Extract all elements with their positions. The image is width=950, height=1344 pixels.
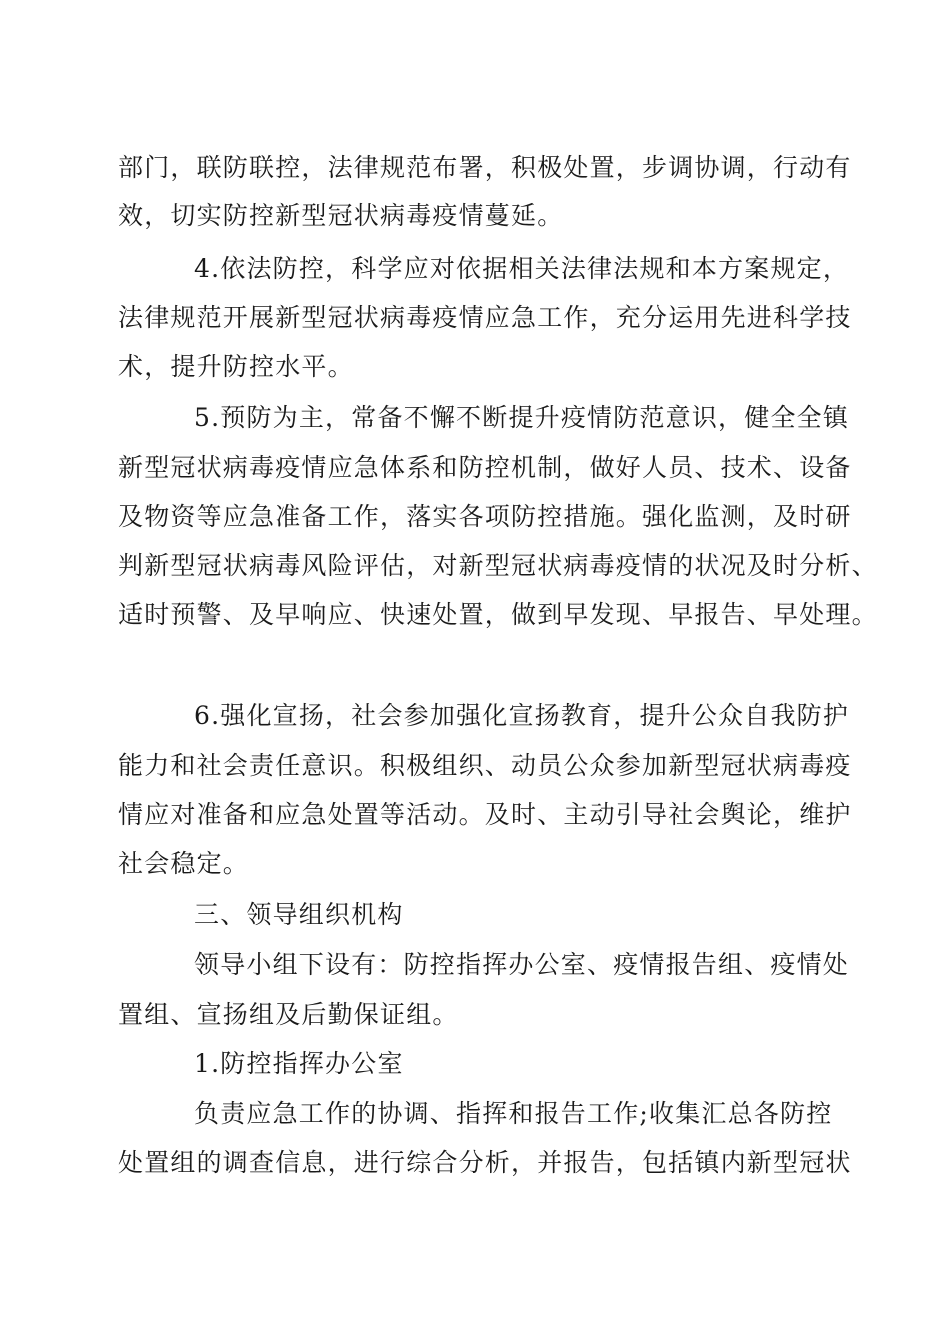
text-line: 领导小组下设有：防控指挥办公室、疫情报告组、疫情处 [194, 950, 850, 979]
text-line: 适时预警、及早响应、快速处置，做到早发现、早报告、早处理。 [118, 600, 878, 629]
text-line: 6.强化宣扬，社会参加强化宣扬教育，提升公众自我防护 [194, 701, 850, 730]
text-line: 判新型冠状病毒风险评估，对新型冠状病毒疫情的状况及时分析、 [118, 551, 878, 580]
text-line: 处置组的调查信息，进行综合分析，并报告，包括镇内新型冠状 [118, 1148, 852, 1177]
section-heading: 三、领导组织机构 [194, 900, 404, 929]
text-line: 负责应急工作的协调、指挥和报告工作;收集汇总各防控 [194, 1099, 833, 1128]
text-line: 社会稳定。 [118, 849, 250, 878]
text-line: 效，切实防控新型冠状病毒疫情蔓延。 [118, 201, 564, 230]
text-line: 新型冠状病毒疫情应急体系和防控机制，做好人员、技术、设备 [118, 453, 852, 482]
subsection-heading: 1.防控指挥办公室 [194, 1049, 404, 1078]
text-line: 5.预防为主，常备不懈不断提升疫情防范意识，健全全镇 [194, 403, 850, 432]
text-line: 术，提升防控水平。 [118, 352, 354, 381]
text-line: 及物资等应急准备工作，落实各项防控措施。强化监测，及时研 [118, 502, 852, 531]
text-line: 情应对准备和应急处置等活动。及时、主动引导社会舆论，维护 [118, 800, 852, 829]
text-line: 置组、宣扬组及后勤保证组。 [118, 1000, 459, 1029]
text-line: 部门，联防联控，法律规范布署，积极处置，步调协调，行动有 [118, 153, 852, 182]
text-line: 4.依法防控，科学应对依据相关法律法规和本方案规定， [194, 254, 850, 283]
text-line: 法律规范开展新型冠状病毒疫情应急工作，充分运用先进科学技 [118, 303, 852, 332]
text-line: 能力和社会责任意识。积极组织、动员公众参加新型冠状病毒疫 [118, 751, 852, 780]
